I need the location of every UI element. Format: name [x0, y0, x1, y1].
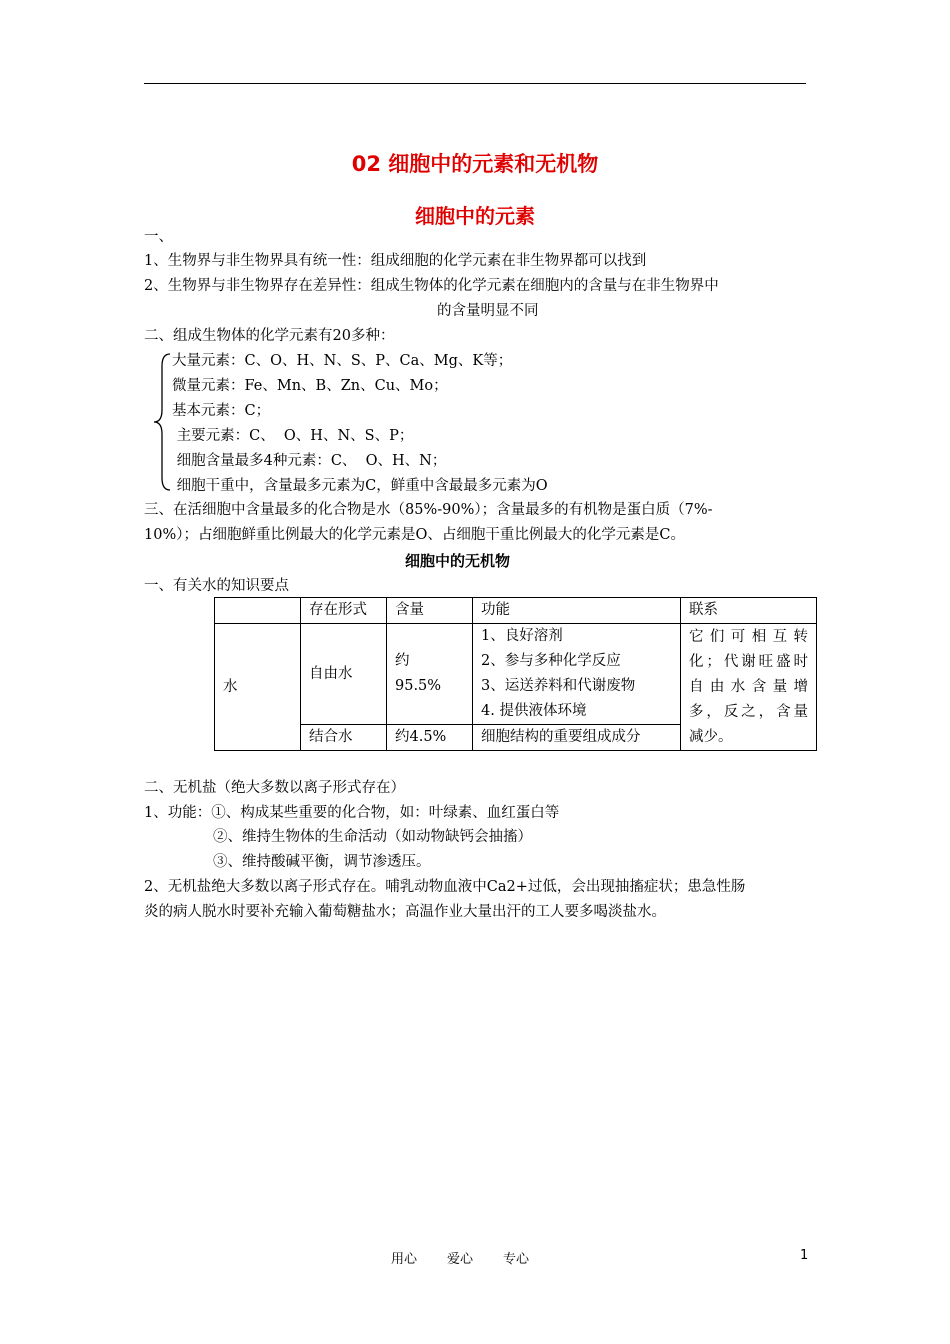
salts-item2-cont: 炎的病人脱水时要补充输入葡萄糖盐水；高温作业大量出汗的工人要多喝淡盐水。 [144, 904, 666, 920]
water-label: 水 [215, 624, 301, 751]
element-list-item: 基本元素：C； [172, 403, 271, 419]
relation-line: 减少。 [689, 729, 733, 745]
element-list-item: 细胞含量最多4种元素：C、 O、H、N； [172, 453, 447, 469]
salts-function-3: ③、维持酸碱平衡，调节渗透压。 [213, 854, 431, 870]
header-rule [144, 83, 806, 84]
footer-word: 专心 [503, 1252, 530, 1267]
section1-item2-cont: 的含量明显不同 [437, 303, 539, 319]
table-header-cell: 存在形式 [301, 598, 387, 624]
element-list-item: 细胞干重中，含量最多元素为C，鲜重中含最最多元素为O [172, 478, 548, 494]
function-item: 2、参与多种化学反应 [481, 653, 621, 669]
table-header-cell: 功能 [473, 598, 681, 624]
free-water-form: 自由水 [301, 624, 387, 725]
section3-line2: 10%）；占细胞鲜重比例最大的化学元素是O、占细胞干重比例最大的化学元素是C。 [144, 527, 685, 543]
section1-item1: 1、生物界与非生物界具有统一性：组成细胞的化学元素在非生物界都可以找到 [144, 253, 647, 269]
footer-word: 爱心 [447, 1252, 474, 1267]
water-relation [681, 624, 817, 751]
table-header-cell [215, 598, 301, 624]
section1-heading: 一、 [144, 229, 173, 245]
bound-water-form: 结合水 [301, 725, 387, 751]
curly-brace-icon [152, 352, 172, 492]
free-water-amount-line1: 约 [395, 653, 410, 669]
footer-word: 用心 [391, 1252, 418, 1267]
water-heading: 一、有关水的知识要点 [144, 578, 289, 594]
function-item: 4. 提供液体环境 [481, 703, 587, 719]
section3-line1: 三、在活细胞中含量最多的化合物是水（85%-90%）；含量最多的有机物是蛋白质（7%- [144, 502, 713, 518]
water-table [214, 597, 817, 751]
free-water-amount [387, 624, 473, 725]
element-list-item: 大量元素：C、O、H、N、S、P、Ca、Mg、K等； [172, 353, 513, 369]
section-title-inorganic: 细胞中的无机物 [404, 552, 510, 570]
table-header-cell: 联系 [681, 598, 817, 624]
relation-line: 自由水含量增 [689, 679, 808, 695]
section-title-elements: 细胞中的元素 [415, 204, 535, 228]
element-list-item: 微量元素：Fe、Mn、B、Zn、Cu、Mo； [172, 378, 448, 394]
table-row [215, 624, 817, 725]
function-item: 1、良好溶剂 [481, 628, 563, 644]
page-number: 1 [800, 1248, 809, 1263]
relation-line: 多，反之，含量 [689, 704, 808, 720]
free-water-functions [473, 624, 681, 725]
relation-line: 它们可相互转 [689, 629, 808, 645]
table-header-cell: 含量 [387, 598, 473, 624]
section2-heading: 二、组成生物体的化学元素有20多种： [144, 328, 395, 344]
table-header-row [215, 598, 817, 624]
salts-item2: 2、无机盐绝大多数以离子形式存在。哺乳动物血液中Ca2+过低，会出现抽搐症状；患急性肠 [144, 879, 746, 895]
page-title: 02 细胞中的元素和无机物 [351, 152, 599, 176]
section1-item2: 2、生物界与非生物界存在差异性：组成生物体的化学元素在细胞内的含量与在非生物界中 [144, 278, 719, 294]
salts-function-1: 1、功能：①、构成某些重要的化合物，如：叶绿素、血红蛋白等 [144, 805, 560, 821]
element-list-item: 主要元素：C、 O、H、N、S、P； [172, 428, 414, 444]
salts-function-2: ②、维持生物体的生命活动（如动物缺钙会抽搐） [213, 829, 532, 845]
salts-heading: 二、无机盐（绝大多数以离子形式存在） [144, 780, 405, 796]
relation-line: 化；代谢旺盛时 [689, 654, 808, 670]
free-water-amount-line2: 95.5% [395, 678, 442, 694]
function-item: 3、运送养料和代谢废物 [481, 678, 636, 694]
bound-water-function: 细胞结构的重要组成成分 [473, 725, 681, 751]
bound-water-amount: 约4.5% [387, 725, 473, 751]
